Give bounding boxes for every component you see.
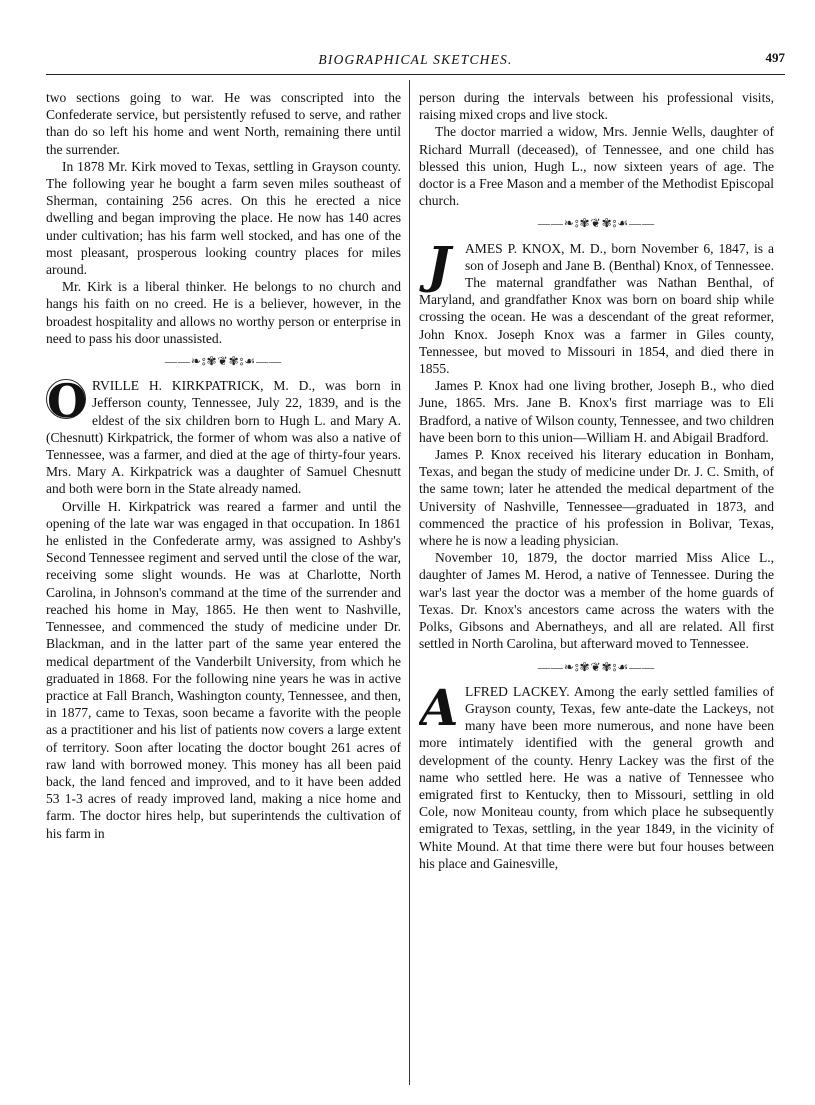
left-column — [46, 89, 401, 842]
paragraph: James P. Knox received his literary education in Bonham, Texas, and began the study of medicine under Dr. J. C. Smith, of the same town; later he attended the medical department of the University of Nashville, Tennessee—graduated in 1873, and commenced the practice of his profession in Bolivar, Texas, where he is now a leading physician. — [419, 447, 774, 549]
page-number: 497 — [765, 50, 785, 65]
paragraph: The doctor married a widow, Mrs. Jennie Wells, daughter of Richard Murrall (deceased), of Tennessee, and one child has blessed this union, Hugh L., now sixteen years of age. The doctor is a Free Mason and a member of the Methodist Episcopal church. — [419, 124, 774, 209]
entry-kirkpatrick — [46, 374, 401, 841]
paragraph: In 1878 Mr. Kirk moved to Texas, settling in Grayson county. The following year he bought a farm seven miles southeast of Sherman, containing 256 acres. On this he erected a nice dwelling and began improving the place. He now has 140 acres under cultivation; has his farm well stocked, and has one of the most pleasant, prosperous looking country places for miles around. — [46, 158, 401, 278]
paragraph: James P. Knox had one living brother, Joseph B., who died June, 1865. Mrs. Jane B. Knox's first marriage was to Eli Bradford, a native of Wilson county, Tennessee, and two children have been born to this union—William H. and Abigail Bradford. — [419, 378, 774, 445]
paragraph: November 10, 1879, the doctor married Miss Alice L., daughter of James M. Herod, a native of Tennessee. During the war's last year the doctor was a member of the home guards of Texas. Dr. Knox's ancestors came across the waters with the Polks, Gibsons and Abernatheys, and all are related. All first settled in North Carolina, but afterward moved to Tennessee. — [419, 550, 774, 652]
running-title: BIOGRAPHICAL SKETCHES. — [318, 52, 513, 67]
entry-lackey — [419, 677, 774, 872]
paragraph: two sections going to war. He was conscripted into the Confederate service, but persistently refused to serve, and rather than do so left his home and went North, remaining there until the surrender. — [46, 90, 401, 157]
entry-lead-paragraph: AMES P. KNOX, M. D., born November 6, 1847, is a son of Joseph and Jane B. (Benthal) Knox, of Tennessee. The maternal grandfather was Nathan Benthal, of Maryland, and grandfather Knox was born on board ship while crossing the ocean. He was a descendant of the great reformer, John Knox. Joseph Knox was a farmer in Giles county, Tennessee, but moved to Missouri in 1854, and died there in 1855. — [419, 240, 774, 377]
entry-lead-paragraph: RVILLE H. KIRKPATRICK, M. D., was born in Jefferson county, Tennessee, July 22, 1839, and is the eldest of the six children born to Hugh L. and Mary A. (Chesnutt) Kirkpatrick, the former of whom was also a native of Tennessee, was a farmer, and died at the age of thirty-four years. Mrs. Mary A. Kirkpatrick was a daughter of Samuel Chesnutt and both were born in the State already named. — [46, 378, 401, 497]
drop-cap-j: J — [427, 234, 451, 294]
entry-knox — [419, 234, 774, 653]
entry-lead-paragraph: LFRED LACKEY. Among the early settled families of Grayson county, Texas, few ante-date the Lackeys, not many have been more numerous, and none have been more intimately identified with the general growth and development of the county. Henry Lackey was the first of the name who settled here. He was a native of Tennessee who emigrated first to Kentucky, then to Missouri, settling in old Cole, now Moniteau county, from which place he subsequently emigrated to Texas, settling, in the year 1849, in the vicinity of White Mound. At that time there were but four houses between his place and Gainesville, — [419, 683, 774, 871]
section-ornament: ——❧⦂✾❦✾⦂☙—— — [537, 216, 656, 231]
section-ornament: ——❧⦂✾❦✾⦂☙—— — [537, 659, 656, 674]
drop-cap-a: A — [419, 677, 459, 737]
paragraph: Orville H. Kirkpatrick was reared a farmer and until the opening of the late war was engaged in that occupation. In 1861 he enlisted in the Confederate army, was assigned to Ashby's Second Tennessee regiment and served until the close of the war, receiving some slight wounds. He was at Charlotte, North Carolina, in Johnson's command at the time of the surrender and reached his home in May, 1865. He then went to Nashville, Tennessee, and commenced the study of medicine under Dr. Blackman, and in the latter part of the same year entered the medical department of the Vanderbilt University, from which he graduated in 1868. For the following nine years he was in active practice at Fall Branch, Washington county, Tennessee, and then, in 1877, came to Texas, soon became a favorite with the people as a practitioner and his list of patients now covers a large extent of territory. Soon after locating the doctor bought 261 acres of raw land with borrowed money. This money has all been paid back, the land fenced and improved, and to it have been added 53 1-3 acres of ready improved land, making a nice home and farm. The doctor hires help, but superintends the cultivation of his farm in — [46, 498, 401, 841]
paragraph: person during the intervals between his professional visits, raising mixed crops and live stock. — [419, 90, 774, 123]
drop-cap-o: O — [47, 374, 88, 429]
paragraph: Mr. Kirk is a liberal thinker. He belongs to no church and hangs his faith on no creed. He is a believer, however, in the broadest hospitality and allows no worthy person or enterprise in need to pass his door unassisted. — [46, 279, 401, 346]
column-divider — [409, 80, 410, 1085]
running-header — [46, 48, 785, 75]
section-ornament: ——❧⦂✾❦✾⦂☙—— — [164, 354, 283, 369]
right-column — [419, 89, 774, 872]
